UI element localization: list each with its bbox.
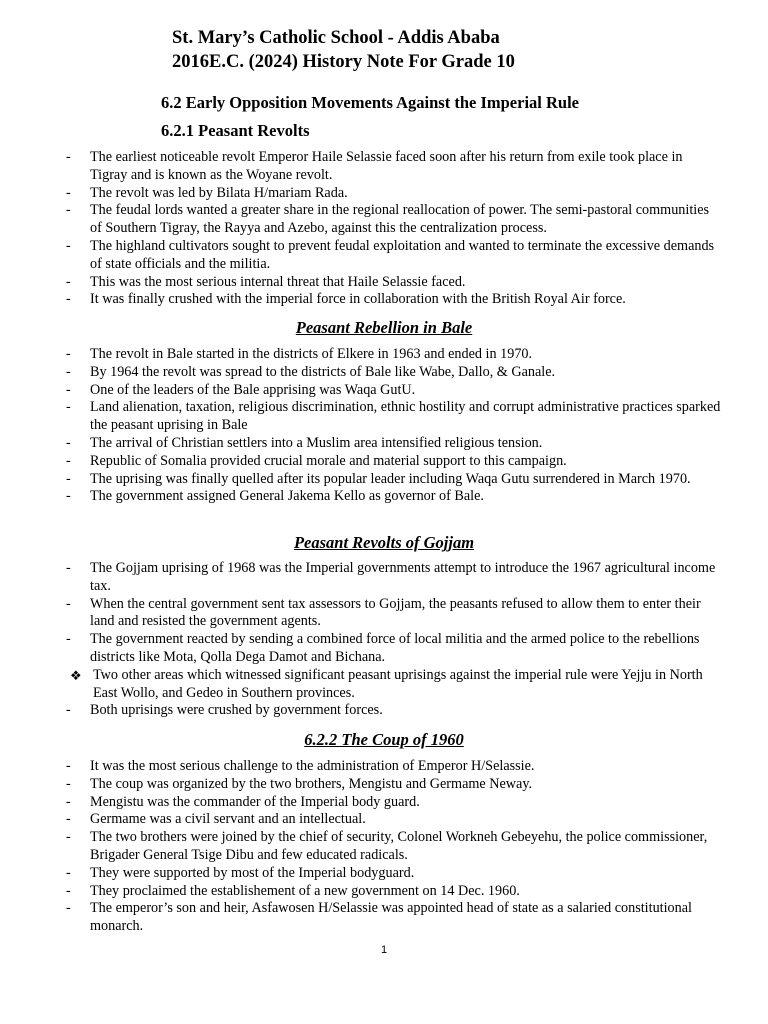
list-item: - They proclaimed the establishement of a new government on 14 Dec. 1960.	[66, 882, 520, 899]
peasant-revolts-list	[62, 149, 722, 309]
coup-section-title: 6.2.2 The Coup of 1960	[304, 730, 464, 749]
list-item: - The revolt was led by Bilata H/mariam Rada.	[66, 184, 348, 201]
section-6-2-1-heading: 6.2.1 Peasant Revolts	[161, 121, 310, 140]
list-item: - The coup was organized by the two brothers, Mengistu and Germame Neway.	[66, 775, 533, 792]
coup-list	[62, 758, 722, 936]
list-item: - Both uprisings were crushed by government forces.	[66, 702, 383, 719]
list-item: - They were supported by most of the Imperial bodyguard.	[66, 864, 415, 881]
list-item: - Mengistu was the commander of the Imperial body guard.	[66, 793, 420, 810]
list-item: - The feudal lords wanted a greater share in the regional reallocation of power. The semi-pastoral communities of Southern Tigray, the Rayya and Azebo, against this the centralization process.	[66, 202, 710, 237]
list-item: - Germame was a civil servant and an intellectual.	[66, 811, 366, 828]
list-item: - Land alienation, taxation, religious discrimination, ethnic hostility and corrupt administrative practices sparked the peasant uprising in Bale	[66, 399, 721, 434]
list-item: - The two brothers were joined by the chief of security, Colonel Workneh Gebeyehu, the police commissioner, Brigader General Tsige Dibu and few educated radicals.	[66, 829, 708, 863]
list-item: - By 1964 the revolt was spread to the districts of Bale like Wabe, Dallo, & Ganale.	[66, 363, 556, 380]
list-item: - The revolt in Bale started in the districts of Elkere in 1963 and ended in 1970.	[66, 346, 533, 362]
list-item: - It was the most serious challenge to the administration of Emperor H/Selassie.	[66, 758, 535, 774]
list-item: - Republic of Somalia provided crucial morale and material support to this campaign.	[66, 452, 567, 469]
page-number: 1	[380, 944, 388, 956]
note-title: 2016E.C. (2024) History Note For Grade 10	[172, 52, 515, 72]
list-item: - One of the leaders of the Bale apprising was Waqa GutU.	[66, 381, 416, 398]
list-item: - The Gojjam uprising of 1968 was the Imperial governments attempt to introduce the 1967 agricultural income tax.	[66, 560, 716, 594]
school-name: St. Mary’s Catholic School - Addis Ababa	[172, 28, 500, 48]
school-header	[172, 26, 592, 74]
list-item: - The earliest noticeable revolt Emperor Haile Selassie faced soon after his return from exile took place in Tigray and is known as the Woyane revolt.	[66, 149, 683, 183]
list-item: - This was the most serious internal threat that Haile Selassie faced.	[66, 273, 466, 290]
list-item: - The highland cultivators sought to prevent feudal exploitation and wanted to terminate the excessive demands of state officials and the militia.	[66, 237, 715, 272]
gojjam-list	[62, 560, 722, 720]
list-item: - The emperor’s son and heir, Asfawosen H/Selassie was appointed head of state as a salaried constitutional monarch.	[66, 900, 692, 935]
list-item: ❖ Two other areas which witnessed significant peasant uprisings against the imperial rule were Yejju in North East Wollo, and Gedeo in Southern provinces.	[70, 666, 703, 701]
gojjam-section-title: Peasant Revolts of Gojjam	[293, 533, 475, 552]
list-item: - The arrival of Christian settlers into a Muslim area intensified religious tension.	[66, 434, 543, 451]
bale-section-title: Peasant Rebellion in Bale	[295, 318, 473, 337]
list-item: - The government reacted by sending a combined force of local militia and the armed police to the rebellions districts like Mota, Qolla Dega Damot and Bichana.	[66, 631, 700, 665]
list-item: - It was finally crushed with the imperial force in collaboration with the British Royal Air force.	[66, 291, 626, 308]
list-item: - The uprising was finally quelled after its popular leader including Waqa Gutu surrendered in March 1970.	[66, 470, 691, 487]
list-item: - When the central government sent tax assessors to Gojjam, the peasants refused to allow them to enter their land and resisted the government agents.	[66, 595, 701, 630]
diamond-bullet-icon: ❖	[70, 667, 82, 683]
list-item: - The government assigned General Jakema Kello as governor of Bale.	[66, 488, 484, 505]
bale-list	[62, 346, 722, 506]
section-6-2-heading: 6.2 Early Opposition Movements Against the Imperial Rule	[161, 93, 580, 112]
